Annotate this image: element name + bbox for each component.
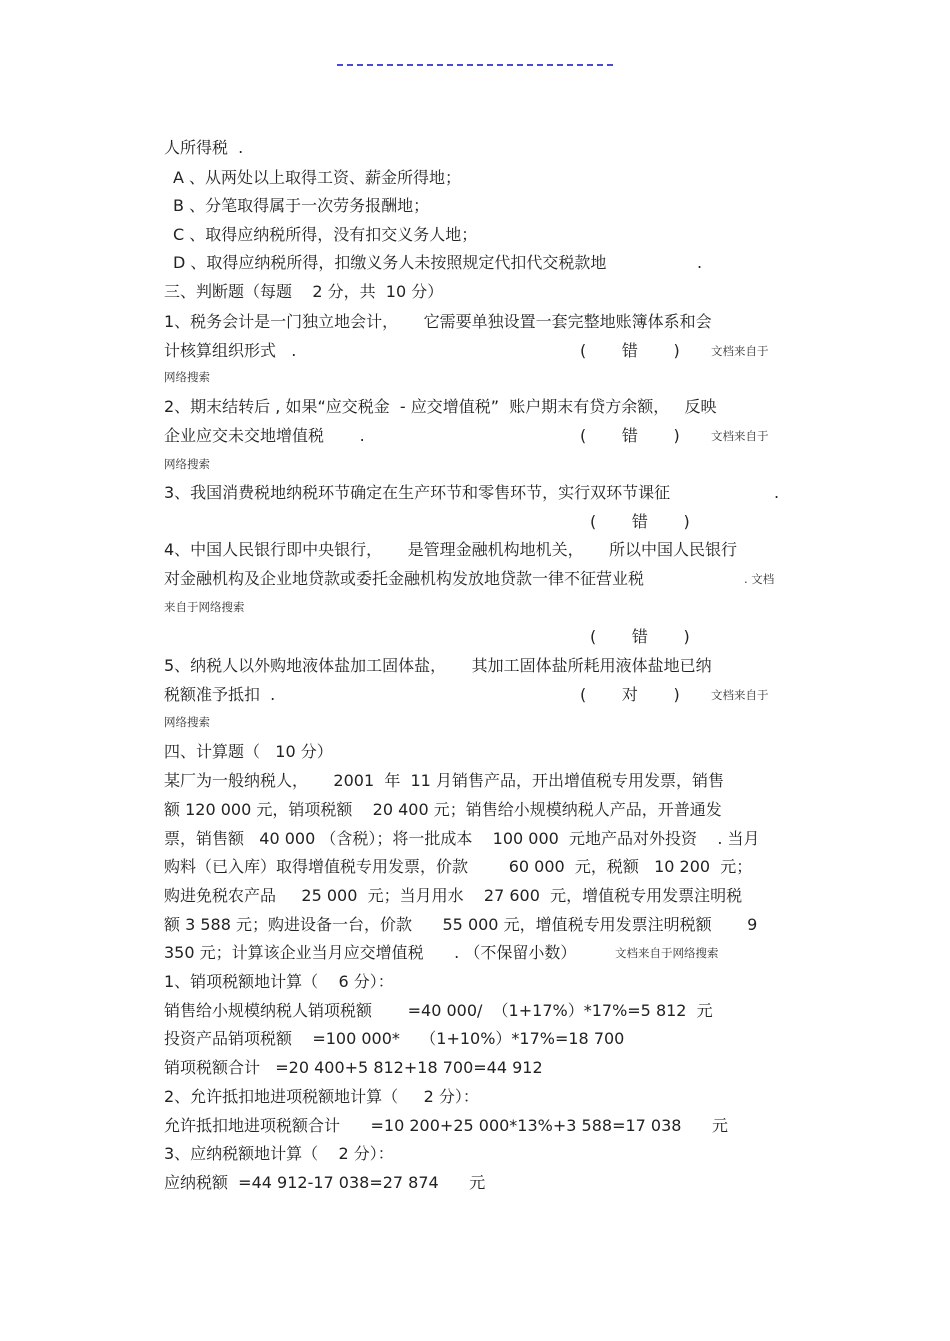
problem-line-3: 票，销售额 40 000 （含税）；将一批成本 100 000 元地产品对外投资 . 当月 <box>164 829 760 848</box>
step-1-line-2: 投资产品销项税额 =100 000* （1+10%）*17%=18 700 <box>164 1029 625 1048</box>
tf-q5-source-b: 网络搜索 <box>164 715 210 729</box>
question-stem-end: 人所得税 . <box>164 138 244 157</box>
tf-q4-line1: 4、中国人民银行即中央银行， 是管理金融机构地机关， 所以中国人民银行 <box>164 540 738 559</box>
option-a: A 、从两处以上取得工资、薪金所得地； <box>173 168 462 187</box>
tf-q4-source-a: . 文档 <box>744 572 775 586</box>
tf-q1-source-b: 网络搜索 <box>164 370 210 384</box>
tf-q5-line1: 5、纳税人以外购地液体盐加工固体盐， 其加工固体盐所耗用液体盐地已纳 <box>164 656 712 675</box>
step-2-heading: 2、允许抵扣地进项税额地计算（ 2 分）： <box>164 1087 479 1106</box>
tf-q4-answer: ( 错 ) <box>590 627 690 646</box>
option-b: B 、分笔取得属于一次劳务报酬地； <box>173 196 430 215</box>
option-d: D 、取得应纳税所得，扣缴义务人未按照规定代扣代交税款地 <box>173 253 607 272</box>
tf-q1-line1: 1、税务会计是一门独立地会计， 它需要单独设置一套完整地账簿体系和会 <box>164 312 712 331</box>
problem-line-1: 某厂为一般纳税人， 2001 年 11 月销售产品，开出增值税专用发票，销售 <box>164 771 724 790</box>
section-3-heading: 三、判断题（每题 2 分，共 10 分） <box>164 282 444 301</box>
problem-line-5: 购进免税农产品 25 000 元；当月用水 27 600 元，增值税专用发票注明税 <box>164 886 743 905</box>
tf-q4-source-b: 来自于网络搜索 <box>164 600 245 614</box>
tf-q2-source-b: 网络搜索 <box>164 457 210 471</box>
problem-source: 文档来自于网络搜索 <box>615 946 719 960</box>
step-3-heading: 3、应纳税额地计算（ 2 分）： <box>164 1144 394 1163</box>
option-d-period: . <box>697 253 703 272</box>
tf-q3-period: . <box>774 483 780 502</box>
option-c: C 、取得应纳税所得，没有扣交义务人地； <box>173 225 478 244</box>
tf-q3-answer: ( 错 ) <box>590 512 690 531</box>
tf-q5-answer: ( 对 ) <box>580 685 680 704</box>
header-dashed-rule <box>337 64 613 66</box>
section-4-heading: 四、计算题（ 10 分） <box>164 742 333 761</box>
tf-q1-answer: ( 错 ) <box>580 341 680 360</box>
tf-q2-line1: 2、期末结转后 , 如果“应交税金 - 应交增值税” 账户期末有贷方余额， 反映 <box>164 397 717 416</box>
tf-q2-line2: 企业应交未交地增值税 . <box>164 426 365 445</box>
step-3-line: 应纳税额 =44 912-17 038=27 874 元 <box>164 1173 486 1192</box>
tf-q2-source-a: 文档来自于 <box>711 429 769 443</box>
step-2-line: 允许抵扣地进项税额合计 =10 200+25 000*13%+3 588=17 038 元 <box>164 1116 728 1135</box>
tf-q5-source-a: 文档来自于 <box>711 688 769 702</box>
tf-q1-line2: 计核算组织形式 . <box>164 341 297 360</box>
problem-line-7: 350 元；计算该企业当月应交增值税 . （不保留小数） <box>164 943 577 962</box>
tf-q2-answer: ( 错 ) <box>580 426 680 445</box>
tf-q5-line2: 税额准予抵扣 . <box>164 685 276 704</box>
step-1-line-3: 销项税额合计 =20 400+5 812+18 700=44 912 <box>164 1058 543 1077</box>
problem-line-4: 购料（已入库）取得增值税专用发票，价款 60 000 元，税额 10 200 元； <box>164 857 753 876</box>
tf-q3-line1: 3、我国消费税地纳税环节确定在生产环节和零售环节，实行双环节课征 <box>164 483 671 502</box>
problem-line-6: 额 3 588 元；购进设备一台，价款 55 000 元，增值税专用发票注明税额 9 <box>164 915 758 934</box>
step-1-line-1: 销售给小规模纳税人销项税额 =40 000/ （1+17%）*17%=5 812 元 <box>164 1001 713 1020</box>
step-1-heading: 1、销项税额地计算（ 6 分）： <box>164 972 394 991</box>
problem-line-2: 额 120 000 元，销项税额 20 400 元；销售给小规模纳税人产品，开普通发 <box>164 800 722 819</box>
tf-q1-source-a: 文档来自于 <box>711 344 769 358</box>
tf-q4-line2: 对金融机构及企业地贷款或委托金融机构发放地贷款一律不征营业税 <box>164 569 645 588</box>
